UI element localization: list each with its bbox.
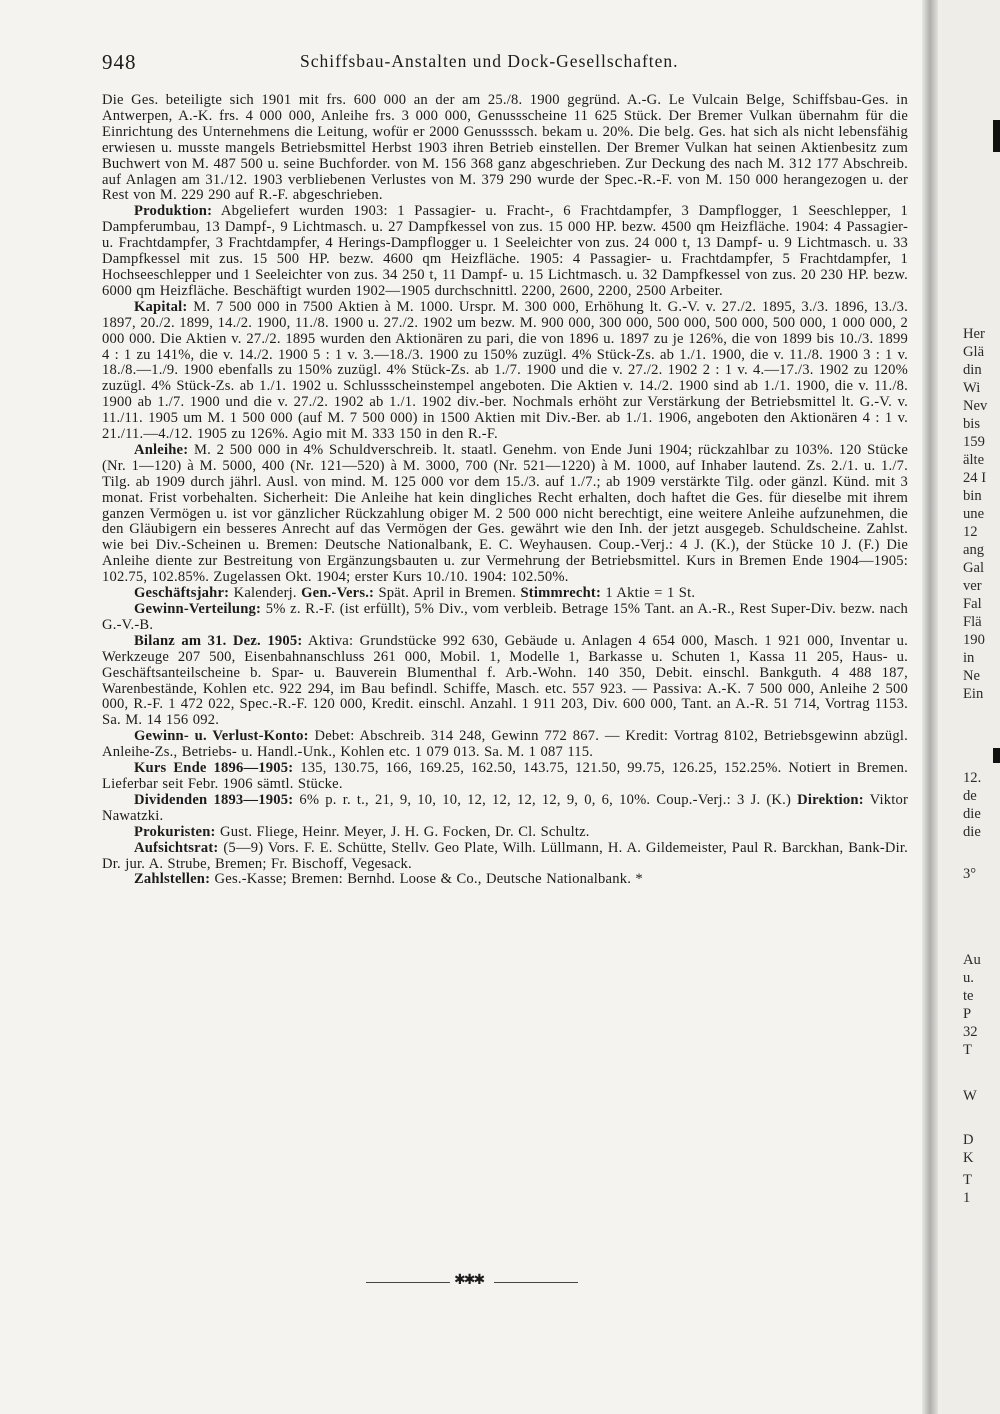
section-heading: Prokuristen: — [134, 823, 216, 840]
adjacent-page-fragment: W — [963, 1088, 977, 1104]
adjacent-page-fragment: die — [963, 824, 981, 840]
adjacent-page-fragment: in — [963, 650, 975, 666]
section-produktion — [102, 204, 908, 299]
page-fold-shadow — [922, 0, 938, 1414]
paragraph-body: Kalenderj. Gen.-Vers.: Spät. April in Bremen. Stimmrecht: 1 Aktie = 1 St. — [233, 585, 696, 602]
adjacent-page-fragment: Gal — [963, 560, 985, 576]
adjacent-page-fragment: din — [963, 362, 982, 378]
section-aufsichtsrat — [102, 841, 908, 873]
paragraph-body: Abgeliefert wurden 1903: 1 Passagier- u. Fracht-, 6 Frachtdampfer, 3 Dampflogger, 1 Seeschlepper, 1 Dampferumbau, 13 Dampf-, 9 Lichtmasch. u. 27 Dampfkessel von zus. 15 000 HP. bezw. 4500 qm Heizfläche. 1904: 4 Passagier- u. Frachtdampfer, 3 Frachtdampfer, 4 Herings-Dampflogger u. 1 Seeleichter von zus. 24 000 t, 13 Dampf- u. 9 Lichtmasch. u. 33 Dampfkessel mit zus. 15 500 HP. bezw. 4600 qm Heizfläche. 1905: 4 Passagier- u. Frachtdampfer, 5 Frachtdampfer, 1 Hochseeschlepper und 1 Seeleichter von zus. 34 250 t, 11 Dampf- u. 15 Lichtmasch. u. 32 Dampfkessel von zus. 20 230 HP. bezw. 6000 qm Heizfläche. Beschäftigt wurden 1902—1905 durchschnittl. 2200, 2600, 2200, 2500 Arbeiter. — [102, 203, 909, 299]
adjacent-page-fragment: Ein — [963, 686, 984, 702]
adjacent-page-fragment: Au — [963, 952, 981, 968]
section-heading: Zahlstellen: — [134, 871, 211, 888]
adjacent-page-fragment: Her — [963, 326, 985, 342]
adjacent-page-fragment: Nev — [963, 398, 988, 414]
adjacent-page-fragment: 1 — [963, 1190, 971, 1206]
section-heading: Dividenden 1893—1905: — [134, 791, 294, 808]
paragraph-body: 6% p. r. t., 21, 9, 10, 10, 12, 12, 12, 12, 9, 0, 6, 10%. Coup.-Verj.: 3 J. (K.) Direktion: Viktor Nawatzki. — [102, 791, 909, 824]
section-anleihe — [102, 443, 908, 586]
section-heading: Anleihe: — [134, 441, 189, 458]
paragraph-body: M. 7 500 000 in 7500 Aktien à M. 1000. Urspr. M. 300 000, Erhöhung lt. G.-V. v. 27./2. 1895, 3./3. 1896, 13./3. 1897, 20./2. 1899, 14./2. 1900, 11./8. 1900 u. 27./2. 1902 um bezw. M. 900 000, 300 000, 500 000, 500 000, 500 000, 1 000 000, 2 000 000. Die Aktien v. 27./2. 1895 wurden den Aktionären zu pari, die von 1896 u. 1897 zu je 126%, die von 1899 bis 10./3. 1899 4 : 1 zu 141%, die v. 14./2. 1900 5 : 1 v. 3.—18./3. 1900 zu 150% zuzügl. 4% Stück-Zs. ab 1./1. 1900, die v. 11./8. 1900 3 : 1 v. 18./8.—1./9. 1900 ebenfalls zu 150% zuzügl. 4% Stück-Zs. ab 1./7. 1900 und die v. 27./2. 1902 2 : 1 v. 4.—17./3. 1902 zu 120% zuzügl. 4% Stück-Zs. ab 1./1. 1902 u. Schlussscheinstempel angeboten. Die Aktien v. 14./2. 1900 sind ab 1./1. 1900, die v. 11./8. 1900 ab 1./7. 1900 und die v. 27./2. 1902 ab 1./1. 1902 div.-ber. Nochmals erhöht zur Verstärkung der Betriebsmittel lt. G.-V. v. 11./11. 1905 um M. 1 500 000 (auf M. 7 500 000) in 1500 Aktien mit Div.-Ber. ab 1./1. 1906, angeboten den Aktionären 4 : 1 v. 21./11.—4./12. 1905 zu 126%. Agio mit M. 333 150 in den R.-F. — [102, 298, 908, 443]
section-heading: Aufsichtsrat: — [134, 839, 219, 856]
adjacent-page-bar — [993, 120, 1000, 152]
section-dividenden — [102, 793, 908, 825]
adjacent-page-fragment: Flä — [963, 614, 982, 630]
adjacent-page-fragment: ang — [963, 542, 985, 558]
paragraph-body: M. 2 500 000 in 4% Schuldverschreib. lt. staatl. Genehm. von Ende Juni 1904; rückzahlbar zu 103%. 120 Stücke (Nr. 1—120) à M. 5000, 400 (Nr. 121—520) à M. 3000, 700 (Nr. 521—1220) à M. 1000, auf Inhaber lautend. Zs. 2./1. u. 1./7. Tilg. ab 1909 durch jährl. Ausl. von mind. M. 125 000 vor dem 15./3. auf 1./7.; ab 1909 verstärkte Tilg. oder gänzl. Künd. mit 3 monat. Frist vorbehalten. Sicherheit: Die Anleihe hat kein dingliches Recht erhalten, doch haftet die Ges. für dieselbe mit ihrem ganzen Vermögen u. ist vor gänzlicher Rückzahlung obiger M. 2 500 000 nicht berechtigt, eine weitere Anleihe aufzunehmen, die den Gläubigern ein besseres Anrecht auf das Vermögen der Ges. gewährt wie den Inh. der jetzt ausgegeb. Schuldscheine. Zahlst. wie bei Div.-Scheinen u. Bremen: Deutsche Nationalbank, E. C. Weyhausen. Coup.-Verj.: 4 J. (K.), der Stücke 10 J. (F.) Die Anleihe diente zur Bestreitung von Ergänzungsbauten u. zur Vermehrung der Betriebsmittel. Kurs in Bremen Ende 1904—1905: 102.75, 102.85%. Zugelassen Okt. 1904; erster Kurs 10./10. 1904: 102.50%. — [102, 441, 908, 586]
section-prokuristen — [102, 825, 908, 841]
ornament-line-left — [366, 1282, 450, 1283]
section-gewinn-verteilung — [102, 602, 908, 634]
section-heading: Kurs Ende 1896—1905: — [134, 760, 294, 777]
adjacent-page-fragment: 12. — [963, 770, 982, 786]
adjacent-page-fragment: une — [963, 506, 985, 522]
adjacent-page-fragment: T — [963, 1042, 972, 1058]
ornament-line-right — [494, 1282, 578, 1283]
paragraph-body: Aktiva: Grundstücke 992 630, Gebäude u. Anlagen 4 654 000, Masch. 1 921 000, Inventar u. Werkzeuge 207 500, Eisenbahnanschluss 261 000, Mobil. 1, Modelle 1, Barkasse u. Schuten 1, Kassa 11 205, Haus- u. Geschäftsanteilscheine b. Spar- u. Bauverein Blumenthal f. Arb.-Wohn. 140 350, Debit. einschl. Bankguth. 4 488 187, Warenbestände, Kohlen etc. 922 294, im Bau befindl. Schiffe, Masch. etc. 557 923. — Passiva: A.-K. 7 500 000, Anleihe 2 500 000, R.-F. 1 472 022, Spec.-R.-F. 120 000, Kredit. einschl. Anzahl. 1 911 203, Div. 600 000, Tant. an A.-R. 51 714, Vortrag 1153. Sa. M. 14 156 092. — [102, 632, 909, 729]
adjacent-page-fragment: Ne — [963, 668, 981, 684]
adjacent-page-fragment: 190 — [963, 632, 985, 648]
section-geschaeftsjahr — [102, 586, 908, 602]
adjacent-page-fragment: die — [963, 806, 981, 822]
adjacent-page-fragment: 159 — [963, 434, 985, 450]
adjacent-page-fragment: älte — [963, 452, 985, 468]
adjacent-page-fragment: Wi — [963, 380, 981, 396]
section-zahlstellen — [102, 872, 908, 888]
ornament-glyph: ✱✱✱ — [454, 1273, 484, 1288]
section-kapital — [102, 300, 908, 443]
paragraph-body: Gust. Fliege, Heinr. Meyer, J. H. G. Focken, Dr. Cl. Schultz. — [219, 823, 590, 840]
adjacent-page-fragment: 24 I — [963, 470, 987, 486]
section-heading: Geschäftsjahr: — [134, 585, 230, 602]
adjacent-page-fragment: D — [963, 1132, 974, 1148]
adjacent-page-fragment: 3° — [963, 866, 977, 882]
adjacent-page-fragment: 32 — [963, 1024, 978, 1040]
section-heading: Kapital: — [134, 298, 188, 315]
adjacent-page-fragment: de — [963, 788, 977, 804]
paragraph-body: 5% z. R.-F. (ist erfüllt), 5% Div., vom verbleib. Betrage 15% Tant. an A.-R., Rest Super-Div. bezw. nach G.-V.-B. — [102, 601, 908, 633]
section-heading: Bilanz am 31. Dez. 1905: — [134, 632, 303, 649]
section-gewinn-verlust — [102, 729, 908, 761]
adjacent-page-fragment: P — [963, 1006, 972, 1022]
adjacent-page-fragment: bis — [963, 416, 981, 432]
adjacent-page-bar — [993, 748, 1000, 763]
section-heading: Gewinn- u. Verlust-Konto: — [134, 728, 309, 745]
adjacent-page-fragment: Fal — [963, 596, 982, 612]
running-title: Schiffsbau-Anstalten und Dock-Gesellschaften. — [300, 51, 679, 71]
paragraph-body: Die Ges. beteiligte sich 1901 mit frs. 600 000 an der am 25./8. 1900 gegründ. A.-G. Le Vulcain Belge, Schiffsbau-Ges. in Antwerpen, A.-K. frs. 4 000 000, Anleihe frs. 3 000 000, Genussscheine 11 625 Stück. Der Bremer Vulkan übernahm für die Einrichtung des Unternehmens die Leitung, wofür er 2000 Genussssch. bekam u. 20%. Die belg. Ges. hat sich als nicht lebensfähig erwiesen u. musste mangels Betriebsmittel Herbst 1903 ihren Betrieb einstellen. Der Bremer Vulkan hat seinen Aktienbesitz zum Buchwert von M. 487 500 u. seine Buchforder. von M. 156 368 ganz abgeschrieben. Zur Deckung des nach M. 312 177 Abschreib. auf Anlagen am 31./12. 1903 verbliebenen Verlustes von M. 379 290 wurde der Spec.-R.-F. von M. 150 000 herangezogen u. der Rest von M. 229 290 auf R.-F. abgeschrieben. — [102, 92, 908, 204]
section-kurs — [102, 761, 908, 793]
main-text-column — [102, 93, 908, 888]
section-heading: Gewinn-Verteilung: — [134, 601, 262, 617]
paragraph-body: (5—9) Vors. F. E. Schütte, Stellv. Geo Plate, Wilh. Lüllmann, H. A. Gildemeister, Paul R. Barckhan, Bank-Dir. Dr. jur. A. Strube, Bremen; Fr. Bischoff, Vegesack. — [102, 839, 908, 872]
end-ornament — [366, 1273, 578, 1290]
section-bilanz — [102, 634, 908, 729]
adjacent-page-fragment: u. — [963, 970, 974, 986]
intro-paragraph — [102, 93, 908, 204]
page-number: 948 — [102, 50, 137, 74]
adjacent-page-fragment: T — [963, 1172, 972, 1188]
adjacent-page-fragment: te — [963, 988, 974, 1004]
adjacent-page-fragment: ver — [963, 578, 982, 594]
paragraph-body: Debet: Abschreib. 314 248, Gewinn 772 867. — Kredit: Vortrag 8102, Betriebsgewinn abzügl. Anleihe-Zs., Betriebs- u. Handl.-Unk., Kohlen etc. 1 079 013. Sa. M. 1 087 115. — [102, 728, 909, 761]
adjacent-page-fragment: 12 — [963, 524, 978, 540]
adjacent-page-fragment: bin — [963, 488, 982, 504]
section-heading: Produktion: — [134, 203, 213, 220]
paragraph-body: Ges.-Kasse; Bremen: Bernhd. Loose & Co., Deutsche Nationalbank. * — [214, 871, 643, 888]
adjacent-page-fragment: Glä — [963, 344, 985, 360]
adjacent-page-fragment: K — [963, 1150, 974, 1166]
paragraph-body: 135, 130.75, 166, 169.25, 162.50, 143.75, 121.50, 99.75, 126.25, 152.25%. Notiert in Bremen. Lieferbar seit Febr. 1906 sämtl. Stücke. — [102, 760, 908, 792]
